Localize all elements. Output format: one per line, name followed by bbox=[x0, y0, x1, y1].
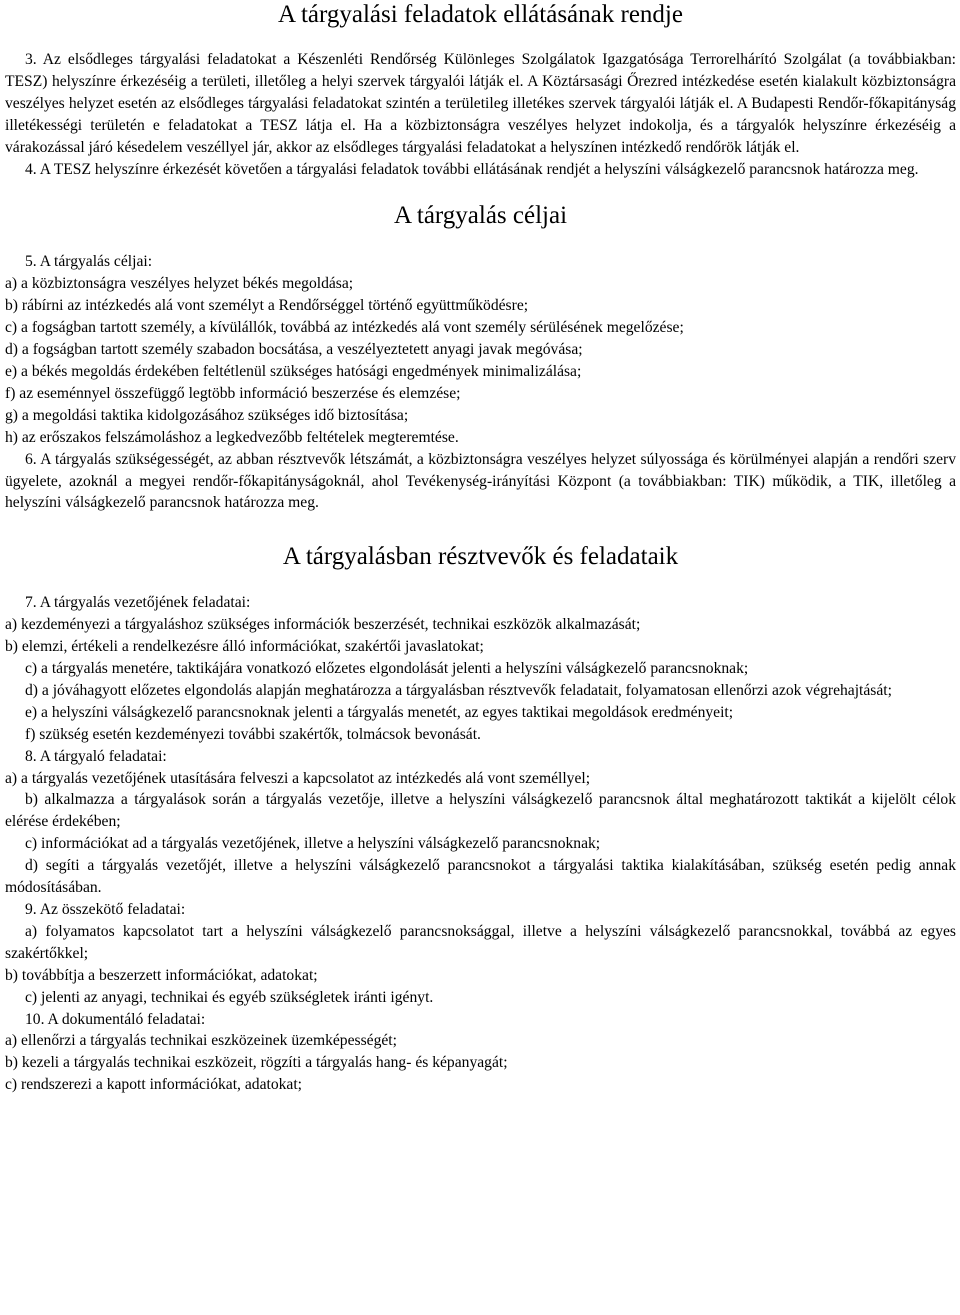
list-item: a) a közbiztonságra veszélyes helyzet békés megoldása; bbox=[5, 275, 354, 293]
paragraph-3: 3. Az elsődleges tárgyalási feladatokat a Készenléti Rendőrség Különleges Szolgálatok Igazgatósága Terrorelhárító Szolgálat (a továbbiakban: TESZ) helyszínre érkezéséig a területi, illetőleg a helyi szervek tárgyalói látják el. A Köztársasági Őrezred intézkedése esetén kialakult közbiztonságra veszélyes helyzet esetén az elsődleges tárgyalási feladatokat szintén a területileg illetékes szervek tárgyalói látják el. A Budapesti Rendőr-főkapitányság illetékességi területén e feladatokat a TESZ látja el. Ha a közbiztonságra veszélyes helyzet indokolja, és a tárgyalók helyszínre érkezéséig a várakozással járó késedelem veszéllyel jár, akkor az elsődleges tárgyalási feladatokat a helyszínen intézkedő rendőrök látják el. bbox=[5, 51, 956, 156]
paragraph-8-list bbox=[5, 768, 956, 899]
list-item: g) a megoldási taktika kidolgozásához szükséges idő biztosítása; bbox=[5, 406, 409, 424]
section-title-goals: A tárgyalás céljai bbox=[393, 202, 568, 230]
paragraph-8-heading: 8. A tárgyaló feladatai: bbox=[25, 747, 167, 765]
paragraph-9-list bbox=[5, 921, 956, 1009]
list-item: c) információkat ad a tárgyalás vezetőjének, illetve a helyszíni válságkezelő parancsnoknak; bbox=[25, 835, 601, 853]
paragraph-9-heading: 9. Az összekötő feladatai: bbox=[25, 901, 186, 918]
paragraph-5-heading: 5. A tárgyalás céljai: bbox=[25, 253, 153, 271]
list-item: f) szükség esetén kezdeményezi további szakértők, tolmácsok bevonását. bbox=[25, 725, 481, 743]
list-item: b) alkalmazza a tárgyalások során a tárgyalás vezetője, illetve a helyszíni válságkezelő parancsnok által meghatározott taktikát a kijelölt célok elérése érdekében; bbox=[5, 791, 956, 831]
list-item: b) rábírni az intézkedés alá vont személyt a Rendőrséggel történő együttműködésre; bbox=[5, 297, 529, 315]
list-item: a) folyamatos kapcsolatot tart a helyszíni válságkezelő parancsnoksággal, illetve a helyszíni válságkezelő parancsnokkal, továbbá az egyes szakértőkkel; bbox=[5, 922, 956, 962]
paragraph-4: 4. A TESZ helyszínre érkezését követően a tárgyalási feladatok további ellátásának rendjét a helyszíni válságkezelő parancsnok határozza meg. bbox=[25, 160, 919, 178]
list-item: e) a békés megoldás érdekében feltétlenül szükséges hatósági engedmények minimalizálása; bbox=[5, 362, 582, 380]
list-item: d) segíti a tárgyalás vezetőjét, illetve a helyszíni válságkezelő parancsnokot a tárgyalási taktika kialakításában, szükség esetén pedig annak módosításában. bbox=[5, 857, 956, 897]
list-item: a) ellenőrzi a tárgyalás technikai eszközeinek üzemképességét; bbox=[5, 1032, 397, 1050]
list-item: f) az eseménnyel összefüggő legtöbb információ beszerzése és elemzése; bbox=[5, 384, 461, 402]
paragraph-6: 6. A tárgyalás szükségességét, az abban résztvevők létszámát, a közbiztonságra veszélyes helyzet súlyossága és körülményei alapján a rendőri szerv ügyelete, azoknál a megyei rendőr-főkapitányságoknál, ahol Tevékenység-irányítási Központ (a továbbiakban: TIK) működik, a TIK, illetőleg a helyszíni válságkezelő parancsnok határozza meg. bbox=[5, 450, 956, 512]
paragraph-7-list bbox=[5, 614, 956, 745]
paragraph-10-list bbox=[5, 1030, 956, 1096]
list-item: b) továbbítja a beszerzett információkat, adatokat; bbox=[5, 966, 318, 984]
list-item: d) a fogságban tartott személy szabadon bocsátása, a veszélyeztetett anyagi javak megóvása; bbox=[5, 341, 583, 359]
paragraph-10-heading: 10. A dokumentáló feladatai: bbox=[25, 1010, 206, 1028]
paragraph-5-list bbox=[5, 273, 956, 448]
list-item: c) a fogságban tartott személy, a kívülállók, továbbá az intézkedés alá vont személy sérülésének megelőzése; bbox=[5, 319, 684, 337]
paragraph-7-heading: 7. A tárgyalás vezetőjének feladatai: bbox=[25, 594, 251, 612]
section-title-main: A tárgyalási feladatok ellátásának rendje bbox=[278, 1, 683, 28]
list-item: a) kezdeményezi a tárgyaláshoz szükséges információk beszerzését, technikai eszközök alkalmazását; bbox=[5, 616, 641, 634]
list-item: e) a helyszíni válságkezelő parancsnoknak jelenti a tárgyalás menetét, az egyes taktikai megoldások eredményeit; bbox=[25, 703, 734, 721]
list-item: h) az erőszakos felszámoláshoz a legkedvezőbb feltételek megteremtése. bbox=[5, 428, 459, 446]
list-item: b) elemzi, értékeli a rendelkezésre álló információkat, szakértői javaslatokat; bbox=[5, 638, 484, 656]
list-item: b) kezeli a tárgyalás technikai eszközeit, rögzíti a tárgyalás hang- és képanyagát; bbox=[5, 1054, 508, 1072]
list-item: c) rendszerezi a kapott információkat, adatokat; bbox=[5, 1076, 303, 1094]
section-title-participants: A tárgyalásban résztvevők és feladataik bbox=[282, 543, 679, 571]
list-item: d) a jóváhagyott előzetes elgondolás alapján meghatározza a tárgyalásban résztvevők feladatait, folyamatosan ellenőrzi azok végrehajtását; bbox=[25, 681, 892, 699]
list-item: a) a tárgyalás vezetőjének utasítására felveszi a kapcsolatot az intézkedés alá vont személlyel; bbox=[5, 769, 591, 787]
list-item: c) jelenti az anyagi, technikai és egyéb szükségletek iránti igényt. bbox=[25, 988, 434, 1006]
list-item: c) a tárgyalás menetére, taktikájára vonatkozó előzetes elgondolását jelenti a helyszíni válságkezelő parancsnoknak; bbox=[25, 660, 749, 678]
